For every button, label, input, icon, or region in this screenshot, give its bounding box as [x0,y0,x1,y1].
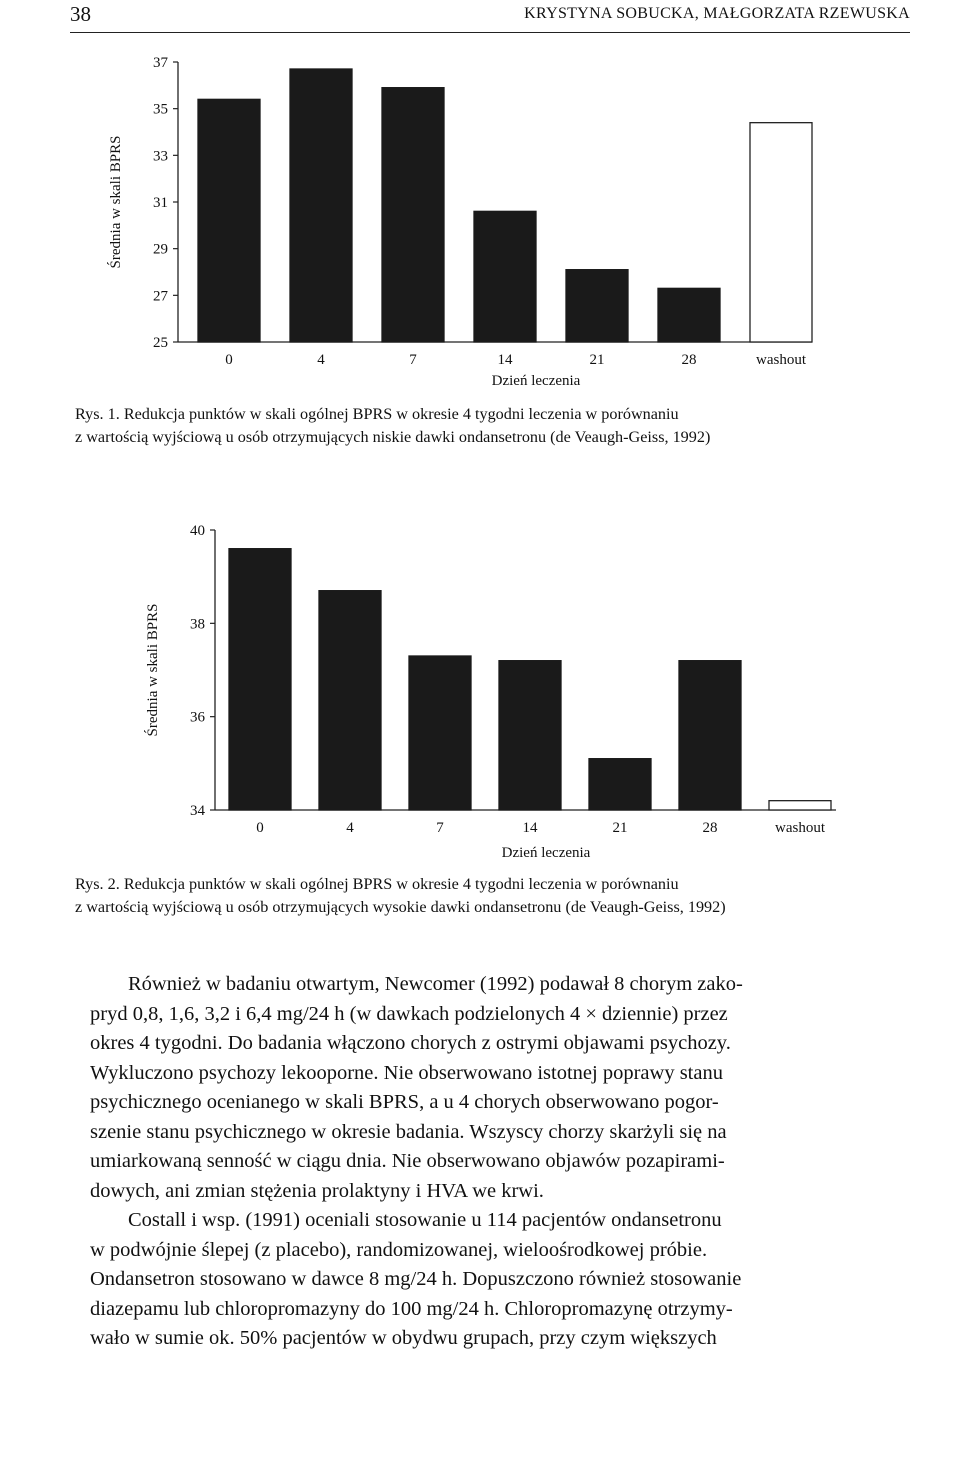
bar-hollow [750,123,812,342]
bar [679,661,741,810]
y-tick-label: 31 [153,195,168,211]
y-tick-label: 34 [190,803,205,819]
bar [566,270,628,342]
bar [198,99,260,342]
bar [290,69,352,342]
x-tick-label: 0 [225,352,233,368]
page-number: 38 [70,2,91,26]
y-tick-label: 40 [190,523,205,539]
bar [319,591,381,810]
x-tick-label: 21 [612,820,628,836]
bar [229,549,291,810]
bar [658,288,720,342]
bar-hollow [769,801,831,810]
figure-2-caption [75,873,915,919]
body-line: okres 4 tygodni. Do badania włączono chorych z ostrymi objawami psychozy. [90,1032,731,1054]
body-line: Wykluczono psychozy lekooporne. Nie obserwowano istotnej poprawy stanu [90,1061,723,1084]
body-line: w podwójnie ślepej (z placebo), randomizowanej, wieloośrodkowej próbie. [90,1238,708,1261]
body-line: pryd 0,8, 1,6, 3,2 i 6,4 mg/24 h (w dawkach podzielonych 4 × dziennie) przez [90,1002,728,1025]
caption-line: z wartością wyjściową u osób otrzymujących wysokie dawki ondansetronu (de Veaugh-Geiss, 1992) [75,898,726,916]
x-tick-label: 7 [436,820,444,836]
y-tick-label: 38 [190,616,205,633]
body-line: diazepamu lub chloropromazyny do 100 mg/24 h. Chloropromazynę otrzymy- [90,1297,733,1320]
x-axis-title: Dzień leczenia [501,845,591,861]
bar [474,211,536,342]
x-tick-label: 4 [317,352,325,368]
body-line: umiarkowaną senność w ciągu dnia. Nie obserwowano objawów pozapirami- [90,1150,725,1172]
caption-line: Rys. 2. Redukcja punktów w skali ogólnej BPRS w okresie 4 tygodni leczenia w porównaniu [75,875,679,893]
body-line: psychicznego ocenianego w skali BPRS, a u 4 chorych obserwowano pogor- [90,1091,719,1113]
running-head: KRYSTYNA SOBUCKA, MAŁGORZATA RZEWUSKA [524,5,910,22]
x-tick-label: 28 [702,820,718,836]
body-line: szenie stanu psychicznego w okresie badania. Wszyscy chorzy skarżyli się na [90,1120,727,1143]
caption-line: Rys. 1. Redukcja punktów w skali ogólnej BPRS w okresie 4 tygodni leczenia w porównaniu [75,405,679,423]
figure-2-bar-chart [0,505,960,875]
y-tick-label: 25 [153,335,168,351]
body-line: dowych, ani zmian stężenia prolaktyny i HVA we krwi. [90,1179,544,1202]
y-tick-label: 27 [153,288,168,305]
bar [499,661,561,810]
figure-1-caption [75,403,915,449]
x-tick-label: 28 [681,352,697,368]
body-text [90,970,910,1354]
y-tick-label: 29 [153,241,168,258]
caption-line: z wartością wyjściową u osób otrzymujących niskie dawki ondansetronu (de Veaugh-Geiss, 1992) [75,428,711,446]
page-header [70,2,910,32]
y-tick-label: 33 [153,148,168,165]
y-axis-title: Średnia w skali BPRS [145,603,161,737]
body-line: Również w badaniu otwartym, Newcomer (1992) podawał 8 chorym zako- [128,973,743,995]
figure-1-bar-chart [0,40,960,400]
y-tick-label: 36 [190,709,205,726]
y-tick-label: 35 [153,101,168,118]
bar [382,88,444,342]
bar [589,759,651,810]
y-axis-title: Średnia w skali BPRS [108,135,124,269]
body-line: Ondansetron stosowano w dawce 8 mg/24 h. Dopuszczono również stosowanie [90,1268,742,1290]
header-rule [70,32,910,33]
x-tick-label: washout [775,820,825,836]
x-tick-label: 14 [522,820,538,836]
x-axis-title: Dzień leczenia [491,373,581,389]
x-tick-label: 14 [497,352,513,368]
x-tick-label: 0 [256,820,264,836]
x-tick-label: washout [756,352,806,368]
x-tick-label: 7 [409,352,417,368]
x-tick-label: 4 [346,820,354,836]
body-line: wało w sumie ok. 50% pacjentów w obydwu grupach, przy czym większych [90,1327,717,1349]
x-tick-label: 21 [589,352,605,368]
y-tick-label: 37 [153,55,168,71]
bar [409,656,471,810]
body-line: Costall i wsp. (1991) oceniali stosowanie u 114 pacjentów ondansetronu [128,1209,722,1231]
